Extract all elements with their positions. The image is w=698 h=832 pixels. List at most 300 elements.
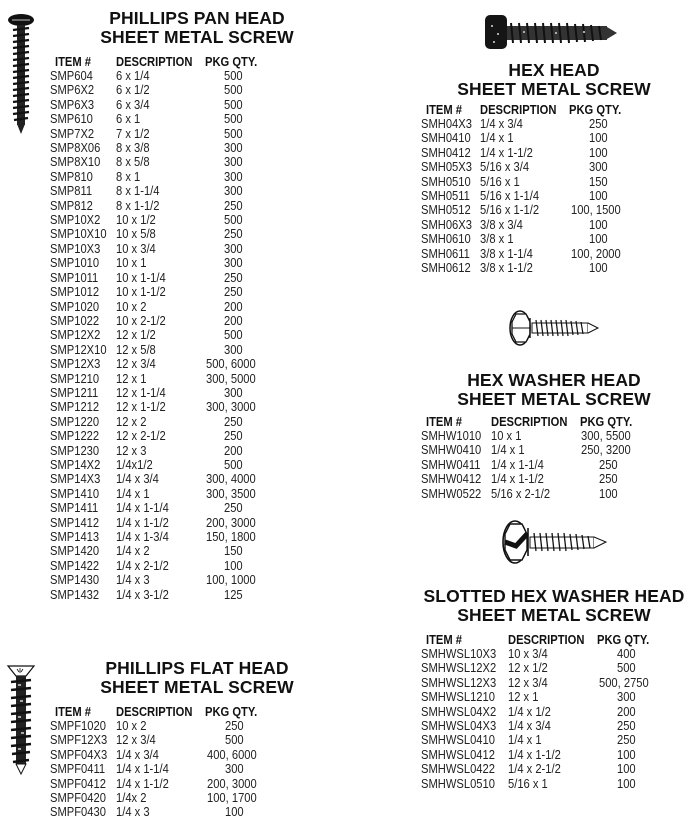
description-cell: 5/16 x 1 bbox=[508, 775, 549, 791]
column-header-qty: PKG QTY. bbox=[569, 102, 622, 117]
description-cell: 10 x 1-1/4 bbox=[115, 269, 166, 285]
qty-cell: 250 bbox=[616, 732, 636, 748]
qty-cell: 300 bbox=[224, 240, 243, 256]
description-cell: 1/4 x 3/4 bbox=[116, 746, 160, 762]
table-row bbox=[50, 155, 265, 169]
table-row bbox=[50, 386, 265, 400]
column-header-description: DESCRIPTION bbox=[508, 632, 585, 647]
item-cell: SMP1413 bbox=[50, 529, 100, 544]
table-row bbox=[50, 719, 266, 733]
table-row bbox=[421, 733, 658, 747]
qty-cell: 250 bbox=[224, 500, 243, 516]
table-row bbox=[421, 777, 658, 791]
table-row bbox=[421, 458, 641, 472]
qty-cell: 250 bbox=[224, 197, 243, 213]
description-cell: 1/4 x 1-1/4 bbox=[115, 500, 169, 516]
item-cell: SMHWSL0412 bbox=[421, 746, 495, 762]
table-row bbox=[50, 227, 265, 241]
description-cell: 1/4 x 1-1/2 bbox=[480, 144, 534, 160]
description-cell: 3/8 x 3/4 bbox=[480, 216, 524, 232]
qty-cell: 250 bbox=[599, 456, 619, 472]
qty-cell: 500 bbox=[224, 82, 243, 98]
parts-table bbox=[50, 704, 266, 820]
table-row bbox=[50, 588, 265, 602]
qty-cell: 250 bbox=[224, 269, 243, 285]
table-row bbox=[50, 300, 265, 314]
item-cell: SMHW0412 bbox=[421, 471, 482, 487]
item-cell: SMH0510 bbox=[421, 173, 471, 189]
qty-cell: 150 bbox=[588, 173, 608, 189]
qty-cell: 100 bbox=[224, 804, 244, 820]
item-cell: SMH0610 bbox=[421, 231, 471, 247]
table-row bbox=[50, 69, 265, 83]
item-cell: SMP610 bbox=[50, 111, 93, 127]
item-cell: SMHW0522 bbox=[421, 485, 482, 501]
description-cell: 12 x 1-1/4 bbox=[115, 384, 166, 400]
qty-cell: 125 bbox=[224, 586, 243, 602]
flat-head-screw-icon bbox=[6, 664, 36, 780]
table-row bbox=[50, 400, 265, 414]
description-cell: 7 x 1/2 bbox=[115, 125, 150, 141]
qty-cell: 200 bbox=[224, 312, 243, 328]
column-header-qty: PKG QTY. bbox=[205, 704, 258, 719]
qty-cell: 250 bbox=[599, 471, 619, 487]
description-cell: 1/4 x 1 bbox=[491, 442, 525, 458]
qty-cell: 500 bbox=[224, 68, 243, 83]
description-cell: 6 x 1 bbox=[115, 111, 141, 127]
qty-cell: 150, 1800 bbox=[206, 529, 256, 544]
item-cell: SMP12X2 bbox=[50, 327, 101, 343]
description-cell: 8 x 1-1/4 bbox=[115, 183, 160, 199]
qty-cell: 100 bbox=[588, 144, 608, 160]
description-cell: 12 x 2 bbox=[115, 413, 147, 429]
item-cell: SMP14X3 bbox=[50, 471, 101, 487]
description-cell: 1/4 x 1-1/4 bbox=[116, 761, 170, 777]
description-cell: 12 x 1/2 bbox=[115, 327, 156, 343]
description-cell: 1/4 x 1/2 bbox=[508, 703, 552, 719]
item-cell: SMHWSL12X3 bbox=[421, 674, 497, 690]
description-cell: 1/4 x 3/4 bbox=[115, 471, 159, 487]
item-cell: SMHWSL04X3 bbox=[421, 718, 497, 734]
qty-cell: 500 bbox=[224, 456, 243, 472]
qty-cell: 500 bbox=[224, 327, 243, 343]
description-cell: 12 x 3/4 bbox=[115, 356, 156, 372]
description-cell: 8 x 3/8 bbox=[115, 140, 150, 156]
table-row bbox=[421, 175, 630, 189]
table-row bbox=[50, 328, 265, 342]
item-cell: SMP1420 bbox=[50, 543, 100, 559]
item-cell: SMP10X3 bbox=[50, 240, 101, 256]
table-row bbox=[421, 429, 641, 443]
table-row bbox=[421, 661, 658, 675]
item-cell: SMP6X2 bbox=[50, 82, 95, 98]
item-cell: SMH06X3 bbox=[421, 216, 472, 232]
description-cell: 12 x 1 bbox=[115, 370, 147, 386]
item-cell: SMP1022 bbox=[50, 312, 100, 328]
table-row bbox=[50, 170, 265, 184]
item-cell: SMP10X10 bbox=[50, 226, 107, 242]
column-header-item: ITEM # bbox=[426, 414, 463, 429]
table-row bbox=[421, 146, 630, 160]
table-row bbox=[421, 472, 641, 486]
description-cell: 1/4 x 2 bbox=[115, 543, 150, 559]
item-cell: SMP1230 bbox=[50, 442, 100, 458]
item-cell: SMHW1010 bbox=[421, 428, 482, 443]
column-header-item: ITEM # bbox=[426, 632, 463, 647]
table-row bbox=[50, 559, 265, 573]
table-row bbox=[50, 805, 266, 819]
description-cell: 1/4 x 3 bbox=[115, 572, 150, 588]
description-cell: 1/4 x 3 bbox=[116, 804, 151, 820]
table-row bbox=[50, 516, 265, 530]
hex-washer-head-screw-icon bbox=[506, 308, 602, 348]
table-row bbox=[421, 719, 658, 733]
section-title: PHILLIPS PAN HEAD SHEET METAL SCREW bbox=[100, 8, 294, 47]
qty-cell: 300 bbox=[224, 140, 243, 156]
qty-cell: 100, 1700 bbox=[206, 790, 257, 806]
description-cell: 1/4 x 1-1/2 bbox=[508, 746, 562, 762]
item-cell: SMP1410 bbox=[50, 485, 100, 501]
pan-head-screw-icon bbox=[6, 12, 36, 138]
item-cell: SMPF0411 bbox=[50, 761, 106, 777]
item-cell: SMH0612 bbox=[421, 260, 471, 276]
description-cell: 1/4 x 1 bbox=[508, 732, 542, 748]
column-header-description: DESCRIPTION bbox=[116, 704, 193, 719]
column-header-item: ITEM # bbox=[55, 704, 92, 719]
item-cell: SMP10X2 bbox=[50, 212, 101, 228]
qty-cell: 500, 6000 bbox=[206, 356, 256, 372]
description-cell: 1/4 x 1-1/2 bbox=[116, 775, 170, 791]
description-cell: 5/16 x 1-1/2 bbox=[480, 202, 540, 218]
item-cell: SMP1430 bbox=[50, 572, 100, 588]
qty-cell: 500, 2750 bbox=[598, 674, 649, 690]
table-row bbox=[50, 83, 265, 97]
table-row bbox=[50, 762, 266, 776]
item-cell: SMPF12X3 bbox=[50, 732, 108, 748]
description-cell: 10 x 1 bbox=[115, 255, 147, 271]
table-row bbox=[50, 112, 265, 126]
description-cell: 10 x 5/8 bbox=[115, 226, 156, 242]
description-cell: 6 x 1/2 bbox=[115, 82, 150, 98]
item-cell: SMPF1020 bbox=[50, 718, 106, 733]
qty-cell: 100 bbox=[616, 775, 636, 791]
qty-cell: 100, 1500 bbox=[570, 202, 621, 218]
description-cell: 10 x 2-1/2 bbox=[115, 312, 166, 328]
item-cell: SMHWSL04X2 bbox=[421, 703, 497, 719]
item-cell: SMHW0410 bbox=[421, 442, 482, 458]
description-cell: 8 x 1-1/2 bbox=[115, 197, 160, 213]
description-cell: 1/4x1/2 bbox=[115, 456, 153, 472]
description-cell: 1/4 x 2-1/2 bbox=[115, 557, 169, 573]
table-row bbox=[50, 271, 265, 285]
item-cell: SMHWSL0410 bbox=[421, 732, 495, 748]
table-row bbox=[50, 415, 265, 429]
section-title: SLOTTED HEX WASHER HEAD SHEET METAL SCREW bbox=[423, 586, 685, 625]
qty-cell: 250, 3200 bbox=[581, 442, 632, 458]
table-row bbox=[50, 777, 266, 791]
description-cell: 12 x 3/4 bbox=[508, 674, 549, 690]
table-row bbox=[50, 127, 265, 141]
description-cell: 1/4 x 1-1/2 bbox=[115, 514, 169, 530]
description-cell: 3/8 x 1 bbox=[480, 231, 514, 247]
item-cell: SMP8X06 bbox=[50, 140, 101, 156]
item-cell: SMP7X2 bbox=[50, 125, 95, 141]
item-cell: SMP1432 bbox=[50, 586, 100, 602]
description-cell: 10 x 3/4 bbox=[508, 646, 549, 661]
table-row bbox=[50, 444, 265, 458]
item-cell: SMPF04X3 bbox=[50, 746, 108, 762]
item-cell: SMH0511 bbox=[421, 188, 470, 204]
parts-table bbox=[421, 102, 630, 275]
qty-cell: 250 bbox=[616, 718, 636, 734]
table-row bbox=[421, 189, 630, 203]
table-row bbox=[50, 458, 265, 472]
description-cell: 12 x 2-1/2 bbox=[115, 428, 166, 444]
item-cell: SMP8X10 bbox=[50, 154, 101, 170]
table-row bbox=[50, 343, 265, 357]
qty-cell: 300 bbox=[224, 384, 243, 400]
qty-cell: 300, 5000 bbox=[206, 370, 256, 386]
parts-table bbox=[421, 414, 641, 501]
column-header-qty: PKG QTY. bbox=[597, 632, 650, 647]
column-header-description: DESCRIPTION bbox=[115, 54, 193, 69]
description-cell: 5/16 x 1-1/4 bbox=[480, 188, 540, 204]
description-cell: 10 x 1 bbox=[491, 428, 522, 443]
item-cell: SMHWSL12X2 bbox=[421, 660, 497, 676]
item-cell: SMP1422 bbox=[50, 557, 100, 573]
item-cell: SMPF0412 bbox=[50, 775, 106, 791]
column-header-qty: PKG QTY. bbox=[204, 54, 257, 69]
qty-cell: 500 bbox=[224, 732, 244, 748]
item-cell: SMP12X10 bbox=[50, 341, 107, 357]
table-row bbox=[421, 160, 630, 174]
item-cell: SMH0410 bbox=[421, 130, 471, 146]
table-row bbox=[421, 762, 658, 776]
item-cell: SMP1222 bbox=[50, 428, 100, 444]
qty-cell: 500 bbox=[224, 96, 243, 112]
description-cell: 1/4 x 1 bbox=[480, 130, 514, 146]
parts-table bbox=[50, 54, 265, 602]
description-cell: 6 x 3/4 bbox=[115, 96, 150, 112]
qty-cell: 200 bbox=[616, 703, 636, 719]
column-header-item: ITEM # bbox=[55, 54, 92, 69]
qty-cell: 100 bbox=[588, 260, 608, 276]
description-cell: 1/4 x 1-1/2 bbox=[491, 471, 544, 487]
table-row bbox=[50, 357, 265, 371]
item-cell: SMH04X3 bbox=[421, 116, 472, 131]
table-row bbox=[421, 705, 658, 719]
table-row bbox=[421, 247, 630, 261]
item-cell: SMP1011 bbox=[50, 269, 99, 285]
table-row bbox=[50, 372, 265, 386]
qty-cell: 100 bbox=[616, 761, 636, 777]
table-row bbox=[421, 748, 658, 762]
qty-cell: 300 bbox=[224, 255, 243, 271]
table-row bbox=[50, 141, 265, 155]
table-row bbox=[50, 213, 265, 227]
table-row bbox=[50, 285, 265, 299]
item-cell: SMP810 bbox=[50, 168, 93, 184]
qty-cell: 300 bbox=[224, 183, 243, 199]
table-row bbox=[50, 314, 265, 328]
parts-table bbox=[421, 632, 658, 791]
table-row bbox=[50, 530, 265, 544]
item-cell: SMP1220 bbox=[50, 413, 100, 429]
item-cell: SMP1212 bbox=[50, 399, 100, 415]
table-row bbox=[50, 98, 265, 112]
table-row bbox=[50, 429, 265, 443]
column-header-description: DESCRIPTION bbox=[491, 414, 568, 429]
qty-cell: 300 bbox=[616, 689, 636, 705]
description-cell: 6 x 1/4 bbox=[115, 68, 150, 83]
section-title: PHILLIPS FLAT HEAD SHEET METAL SCREW bbox=[100, 658, 294, 697]
description-cell: 1/4 x 3/4 bbox=[508, 718, 552, 734]
qty-cell: 100 bbox=[616, 746, 636, 762]
table-row bbox=[50, 242, 265, 256]
hex-head-screw-icon bbox=[483, 13, 619, 53]
table-row bbox=[421, 131, 630, 145]
qty-cell: 250 bbox=[224, 718, 244, 733]
table-row bbox=[50, 544, 265, 558]
qty-cell: 300, 5500 bbox=[581, 428, 632, 443]
table-row bbox=[421, 232, 630, 246]
section-title: HEX WASHER HEAD SHEET METAL SCREW bbox=[457, 370, 651, 409]
description-cell: 12 x 1 bbox=[508, 689, 539, 705]
description-cell: 1/4x 2 bbox=[116, 790, 147, 806]
table-row bbox=[421, 443, 641, 457]
description-cell: 1/4 x 1-1/4 bbox=[491, 456, 544, 472]
item-cell: SMP1412 bbox=[50, 514, 100, 530]
item-cell: SMH0412 bbox=[421, 144, 471, 160]
qty-cell: 200 bbox=[224, 298, 243, 314]
description-cell: 12 x 3/4 bbox=[116, 732, 157, 748]
description-cell: 3/8 x 1-1/4 bbox=[480, 245, 534, 261]
qty-cell: 300 bbox=[224, 168, 243, 184]
item-cell: SMPF0420 bbox=[50, 790, 106, 806]
item-cell: SMH0611 bbox=[421, 245, 470, 261]
description-cell: 1/4 x 1-3/4 bbox=[115, 529, 169, 544]
table-row bbox=[421, 647, 658, 661]
description-cell: 12 x 5/8 bbox=[115, 341, 156, 357]
item-cell: SMP1210 bbox=[50, 370, 100, 386]
description-cell: 10 x 2 bbox=[115, 298, 147, 314]
table-row bbox=[421, 487, 641, 501]
qty-cell: 500 bbox=[224, 125, 243, 141]
table-row bbox=[50, 184, 265, 198]
table-row bbox=[421, 676, 658, 690]
item-cell: SMP12X3 bbox=[50, 356, 101, 372]
item-cell: SMHWSL0422 bbox=[421, 761, 495, 777]
qty-cell: 100, 1000 bbox=[206, 572, 256, 588]
column-header-qty: PKG QTY. bbox=[579, 414, 633, 429]
qty-cell: 500 bbox=[224, 212, 243, 228]
table-row bbox=[50, 199, 265, 213]
qty-cell: 400, 6000 bbox=[206, 746, 257, 762]
item-cell: SMP811 bbox=[50, 183, 93, 199]
description-cell: 1/4 x 3/4 bbox=[480, 116, 524, 131]
item-cell: SMP812 bbox=[50, 197, 93, 213]
item-cell: SMP14X2 bbox=[50, 456, 101, 472]
qty-cell: 100, 2000 bbox=[570, 245, 621, 261]
qty-cell: 300, 4000 bbox=[206, 471, 256, 487]
table-row bbox=[421, 261, 630, 275]
description-cell: 12 x 1-1/2 bbox=[115, 399, 166, 415]
qty-cell: 100 bbox=[588, 216, 608, 232]
qty-cell: 300 bbox=[224, 154, 243, 170]
item-cell: SMHW0411 bbox=[421, 456, 481, 472]
qty-cell: 500 bbox=[616, 660, 636, 676]
description-cell: 1/4 x 3-1/2 bbox=[115, 586, 169, 602]
qty-cell: 250 bbox=[224, 413, 243, 429]
item-cell: SMP1020 bbox=[50, 298, 100, 314]
qty-cell: 300 bbox=[224, 341, 243, 357]
description-cell: 10 x 1-1/2 bbox=[115, 284, 166, 300]
column-header-item: ITEM # bbox=[426, 102, 463, 117]
description-cell: 12 x 3 bbox=[115, 442, 147, 458]
column-header-description: DESCRIPTION bbox=[480, 102, 557, 117]
item-cell: SMPF0430 bbox=[50, 804, 106, 820]
qty-cell: 200, 3000 bbox=[206, 775, 257, 791]
item-cell: SMH05X3 bbox=[421, 159, 472, 175]
qty-cell: 300, 3500 bbox=[206, 485, 256, 501]
item-cell: SMP1211 bbox=[50, 384, 99, 400]
table-row bbox=[421, 203, 630, 217]
item-cell: SMHWSL10X3 bbox=[421, 646, 497, 661]
qty-cell: 200, 3000 bbox=[206, 514, 256, 530]
table-row bbox=[50, 748, 266, 762]
item-cell: SMHWSL0510 bbox=[421, 775, 495, 791]
qty-cell: 100 bbox=[588, 188, 608, 204]
section-title: HEX HEAD SHEET METAL SCREW bbox=[457, 60, 651, 99]
qty-cell: 250 bbox=[224, 284, 243, 300]
table-row bbox=[50, 573, 265, 587]
qty-cell: 100 bbox=[599, 485, 619, 501]
item-cell: SMP1010 bbox=[50, 255, 100, 271]
qty-cell: 300, 3000 bbox=[206, 399, 256, 415]
table-row bbox=[50, 256, 265, 270]
description-cell: 5/16 x 3/4 bbox=[480, 159, 530, 175]
item-cell: SMHWSL1210 bbox=[421, 689, 495, 705]
item-cell: SMP1012 bbox=[50, 284, 100, 300]
qty-cell: 250 bbox=[224, 428, 243, 444]
qty-cell: 500 bbox=[224, 111, 243, 127]
qty-cell: 300 bbox=[588, 159, 608, 175]
item-cell: SMP1411 bbox=[50, 500, 99, 516]
qty-cell: 300 bbox=[224, 761, 244, 777]
description-cell: 5/16 x 1 bbox=[480, 173, 521, 189]
description-cell: 5/16 x 2-1/2 bbox=[491, 485, 551, 501]
description-cell: 1/4 x 1 bbox=[115, 485, 150, 501]
qty-cell: 100 bbox=[588, 231, 608, 247]
description-cell: 10 x 2 bbox=[116, 718, 147, 733]
slotted-hex-washer-head-screw-icon bbox=[498, 518, 610, 566]
qty-cell: 250 bbox=[588, 116, 608, 131]
qty-cell: 250 bbox=[224, 226, 243, 242]
table-row bbox=[421, 690, 658, 704]
table-row bbox=[50, 733, 266, 747]
description-cell: 3/8 x 1-1/2 bbox=[480, 260, 534, 276]
item-cell: SMP6X3 bbox=[50, 96, 95, 112]
description-cell: 1/4 x 2-1/2 bbox=[508, 761, 562, 777]
table-row bbox=[50, 487, 265, 501]
qty-cell: 100 bbox=[224, 557, 243, 573]
description-cell: 8 x 5/8 bbox=[115, 154, 150, 170]
item-cell: SMP604 bbox=[50, 68, 93, 83]
qty-cell: 100 bbox=[588, 130, 608, 146]
description-cell: 10 x 3/4 bbox=[115, 240, 156, 256]
item-cell: SMH0512 bbox=[421, 202, 471, 218]
table-row bbox=[50, 472, 265, 486]
